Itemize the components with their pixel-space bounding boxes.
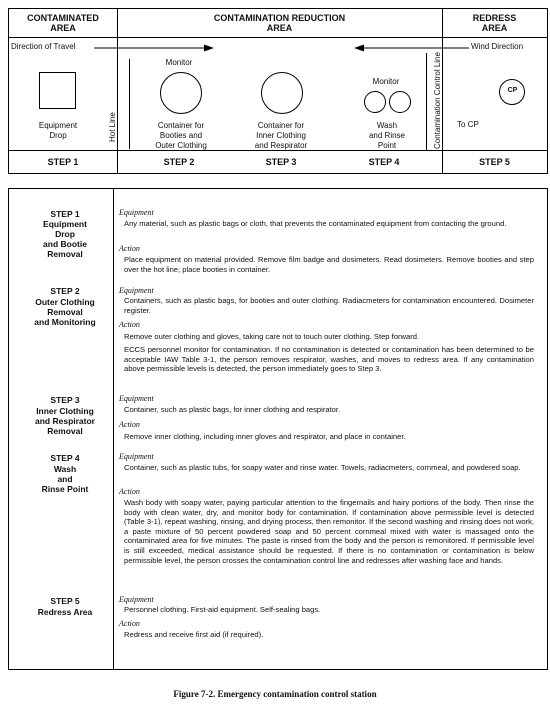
diagram-step-1: STEP 1 bbox=[47, 157, 79, 167]
row-title-4: Wash and Rinse Point bbox=[41, 464, 89, 494]
action-text-3: Remove inner clothing, including inner gloves and respirator, and place in container. bbox=[124, 432, 406, 441]
booties-container-label: Container for Booties and Outer Clothing bbox=[155, 121, 207, 150]
header-reduction-area: CONTAMINATION REDUCTION AREA bbox=[213, 13, 346, 33]
booties-container-circle bbox=[160, 72, 202, 114]
equipment-text-4: Container, such as plastic tubs, for soapy water and rinse water. Towels, radiacmeters, cornmeal, and powdered soap. bbox=[124, 463, 521, 472]
diagram-step-4: STEP 4 bbox=[368, 157, 400, 167]
action-label-3: Action bbox=[119, 420, 140, 429]
table-column-divider bbox=[113, 188, 114, 670]
header-contaminated-area: CONTAMINATED AREA bbox=[27, 13, 99, 33]
equipment-drop-square bbox=[39, 72, 76, 109]
cp-label: CP bbox=[507, 87, 518, 94]
equipment-drop-label: Equipment Drop bbox=[38, 121, 78, 140]
direction-of-travel-label: Direction of Travel bbox=[11, 42, 76, 51]
row-step-1: STEP 1 bbox=[50, 209, 80, 219]
action-label-4: Action bbox=[119, 487, 140, 496]
equipment-text-1: Any material, such as plastic bags or cloth, that prevents the contaminated equipment from contacting the ground. bbox=[124, 219, 507, 228]
contamination-control-line bbox=[426, 53, 427, 150]
action-text-1: Place equipment on material provided. Remove film badge and dosimeters. Read dosimeters. Remove booties and step over the hot line; place booties in container. bbox=[124, 255, 534, 274]
action-label-2: Action bbox=[119, 320, 140, 329]
action-text-2b: ECCS personnel monitor for contamination. If no contamination is detected or contamination has been determined to be acceptable IAW Table 3-1, the person removes respirator, washes, and moves to redress area. If any contamination above permissible levels is detected, the person immediately goes to Step 3. bbox=[124, 345, 534, 374]
row-title-3: Inner Clothing and Respirator Removal bbox=[35, 406, 95, 436]
row-step-2: STEP 2 bbox=[50, 286, 80, 296]
inner-clothing-container-label: Container for Inner Clothing and Respirator bbox=[254, 121, 308, 150]
equipment-text-5: Personnel clothing. First-aid equipment. Self-sealing bags. bbox=[124, 605, 321, 614]
equipment-label-5: Equipment bbox=[119, 595, 154, 604]
diagram-step-2: STEP 2 bbox=[163, 157, 195, 167]
row-step-3: STEP 3 bbox=[50, 395, 80, 405]
monitor-label-step4: Monitor bbox=[372, 77, 400, 86]
travel-arrow bbox=[94, 43, 214, 53]
row-step-5: STEP 5 bbox=[50, 596, 80, 606]
row-step-4: STEP 4 bbox=[50, 453, 80, 463]
action-label-1: Action bbox=[119, 244, 140, 253]
to-cp-label: To CP bbox=[457, 120, 479, 129]
equipment-label-2: Equipment bbox=[119, 286, 154, 295]
equipment-label-1: Equipment bbox=[119, 208, 154, 217]
figure-caption: Figure 7-2. Emergency contamination control station bbox=[173, 689, 377, 699]
diagram-step-5: STEP 5 bbox=[479, 157, 510, 167]
monitor-label-step2: Monitor bbox=[165, 58, 193, 67]
action-text-4: Wash body with soapy water, paying particular attention to the fingernails and hairy portions of the body. Then rinse the body with clean water, dry, and monitor body for contamination. If contamination above permissible level is detected (Table 3-1), repeat washing, rinsing, and drying process, then remonitor. If the second washing and rinsing does not work, a paste mixture of 50 percent powdered soap and 50 percent cornmeal mixed with water is massaged onto the contaminated area for five minutes. The paste is rinsed from the body and the person is remonitored. If permissible level is still exceeded, medical assistance should be requested. If there is no contamination or contamination is below permissible level, the person crosses the contamination control line and redresses after washing face and hands. bbox=[124, 498, 534, 565]
action-label-5: Action bbox=[119, 619, 140, 628]
wind-direction-label: Wind Direction bbox=[471, 42, 524, 51]
header-redress-area: REDRESS AREA bbox=[472, 13, 517, 33]
row-title-2: Outer Clothing Removal and Monitoring bbox=[34, 297, 96, 327]
action-text-2a: Remove outer clothing and gloves, taking care not to touch outer clothing. Step forward. bbox=[124, 332, 420, 341]
equipment-text-3: Container, such as plastic bags, for inner clothing and respirator. bbox=[124, 405, 341, 414]
equipment-label-3: Equipment bbox=[119, 394, 154, 403]
diagram-step-3: STEP 3 bbox=[265, 157, 297, 167]
control-line-label: Contamination Control Line bbox=[433, 52, 442, 149]
wind-arrow bbox=[354, 43, 469, 53]
hot-line bbox=[129, 59, 130, 149]
station-diagram bbox=[8, 8, 548, 174]
equipment-label-4: Equipment bbox=[119, 452, 154, 461]
rinse-tub-circle bbox=[389, 91, 411, 113]
wash-rinse-label: Wash and Rinse Point bbox=[368, 121, 406, 150]
inner-clothing-container-circle bbox=[261, 72, 303, 114]
hot-line-label: Hot Line bbox=[108, 112, 117, 142]
action-text-5: Redress and receive first aid (if required). bbox=[124, 630, 264, 639]
row-title-1: Equipment Drop and Bootie Removal bbox=[43, 219, 87, 259]
row-title-5: Redress Area bbox=[37, 607, 93, 617]
wash-tub-circle bbox=[364, 91, 386, 113]
equipment-text-2: Containers, such as plastic bags, for booties and outer clothing. Radiacmeters for contamination encountered. Dosimeter register. bbox=[124, 296, 534, 315]
